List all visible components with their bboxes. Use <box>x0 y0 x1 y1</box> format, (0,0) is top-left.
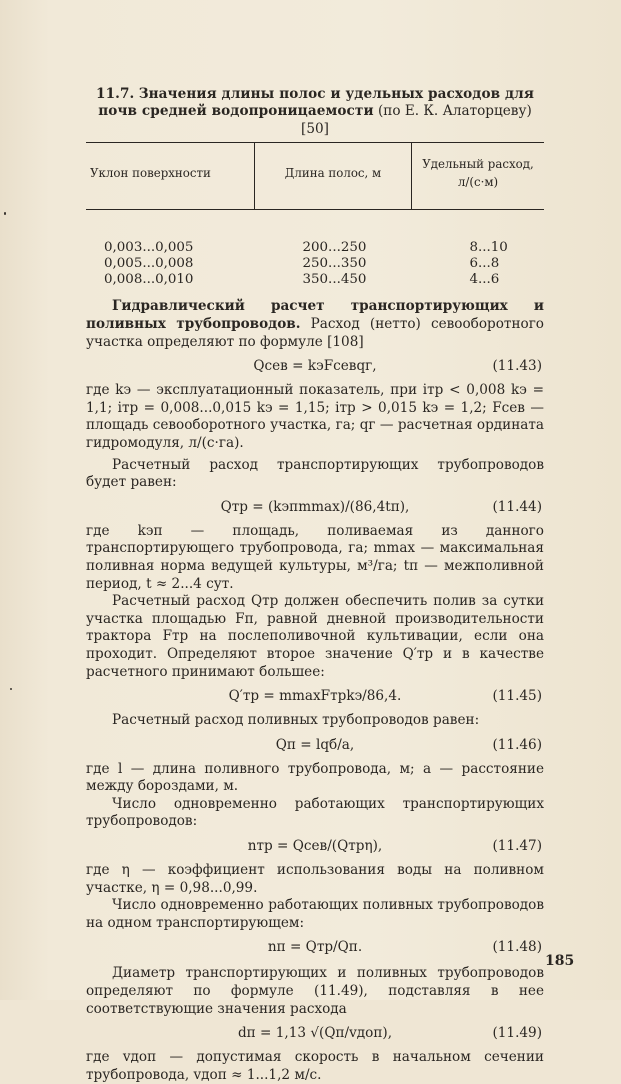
formula-number: (11.44) <box>492 498 542 515</box>
table-row <box>86 210 544 257</box>
formula-11-46 <box>86 733 544 757</box>
page-number: 185 <box>545 953 575 969</box>
table-caption-source: (по Е. К. Алаторцеву) [50] <box>301 103 532 137</box>
formula-number: (11.46) <box>492 736 542 753</box>
formula-expression: nтр = Qсев/(Qтрη), <box>247 838 383 855</box>
formula-11-45 <box>86 684 544 708</box>
data-table <box>86 142 544 288</box>
formula-11-48 <box>86 935 544 959</box>
table-cell: 0,003...0,005 <box>104 240 194 256</box>
table-caption-title: Значения длины полос и удельных расходов для почв средней водопроницаемости <box>98 86 534 120</box>
table-cell: 0,008...0,010 <box>104 272 194 288</box>
formula-11-49 <box>86 1021 544 1045</box>
paragraph <box>86 298 544 351</box>
formula-number: (11.45) <box>492 688 542 705</box>
table-cell: 4...6 <box>469 272 500 288</box>
paragraph: где η — коэффициент использования воды на поливном участке, η = 0,98...0,99. <box>86 862 544 896</box>
paragraph: Число одновременно работающих транспортирующих трубопроводов: <box>86 795 544 830</box>
paragraph: где vдоп — допустимая скорость в начальном сечении трубопровода, vдоп ≈ 1...1,2 м/с. <box>86 1049 544 1083</box>
table-caption-number: 11.7. <box>96 86 135 102</box>
formula-expression: Q′тр = mmaxFтрkэ/86,4. <box>228 688 402 705</box>
section-heading: Гидравлический расчет транспортирующих и поливных трубопроводов. <box>86 298 544 332</box>
table-header-row <box>86 143 544 210</box>
dust-speck <box>4 212 6 215</box>
table-row <box>86 272 544 288</box>
paragraph: Расчетный расход поливных трубопроводов равен: <box>112 712 480 729</box>
paragraph: Расчетный расход транспортирующих трубопроводов будет равен: <box>86 456 544 491</box>
table-row <box>86 256 544 272</box>
table-cell: 6...8 <box>469 256 500 272</box>
paragraph: Диаметр транспортирующих и поливных трубопроводов определяют по формуле (11.49), подставляя в нее соответствующие значения расхода <box>86 965 544 1017</box>
formula-number: (11.47) <box>492 838 542 855</box>
paragraph: где kэ — эксплуатационный показатель, при iтр < 0,008 kэ = 1,1; iтр = 0,008...0,015 kэ = 1,15; iтр > 0,015 kэ = 1,2; Fсев — площадь севооборотного участка, га; qг — расчетная ордината гидромодуля, л/(с·га). <box>86 382 544 451</box>
paragraph: Число одновременно работающих поливных трубопроводов на одном транспортирующем: <box>86 897 544 931</box>
dust-speck <box>10 688 12 690</box>
formula-number: (11.48) <box>492 939 542 956</box>
table-cell: 250...350 <box>302 256 367 272</box>
formula-11-43 <box>86 354 544 378</box>
formula-expression: dп = 1,13 √(Qп/vдоп), <box>237 1025 393 1042</box>
paragraph: Расчетный расход Qтр должен обеспечить полив за сутки участка площадью Fп, равной дневной производительности трактора Fтр на послеполивочной культивации, если она проходит. Определяют второе значение Q′тр и в качестве расчетного принимают большее: <box>86 593 544 680</box>
formula-expression: Qп = lqб/a, <box>275 736 355 753</box>
table-caption <box>86 86 544 138</box>
page-content <box>86 86 544 1084</box>
table-cell: 200...250 <box>302 240 367 256</box>
table-cell: 350...450 <box>302 272 367 288</box>
paragraph: где l — длина поливного трубопровода, м; a — расстояние между бороздами, м. <box>86 760 544 795</box>
table-cell: 8...10 <box>469 240 508 256</box>
header-slope: Уклон поверхности <box>86 143 255 210</box>
formula-number: (11.43) <box>492 358 542 375</box>
formula-expression: Qтр = (kэпmmax)/(86,4tп), <box>220 498 410 515</box>
formula-expression: nп = Qтр/Qп. <box>267 939 363 956</box>
formula-number: (11.49) <box>492 1025 542 1042</box>
header-strip-length: Длина полос, м <box>255 143 412 210</box>
paragraph: где kэп — площадь, поливаемая из данного транспортирующего трубопровода, га; mmax — максимальная поливная норма ведущей культуры, м³/га; tп — межполивной период, t ≈ 2...4 сут. <box>86 522 544 592</box>
formula-expression: Qсев = kэFсевqг, <box>253 358 377 375</box>
formula-11-44 <box>86 495 544 519</box>
header-specific-flow: Удельный расход, л/(с·м) <box>412 143 545 210</box>
paragraph-text: Расход (нетто) севооборотного участка определяют по формуле [108] <box>86 316 544 350</box>
table-cell: 0,005...0,008 <box>104 256 194 272</box>
formula-11-47 <box>86 834 544 858</box>
